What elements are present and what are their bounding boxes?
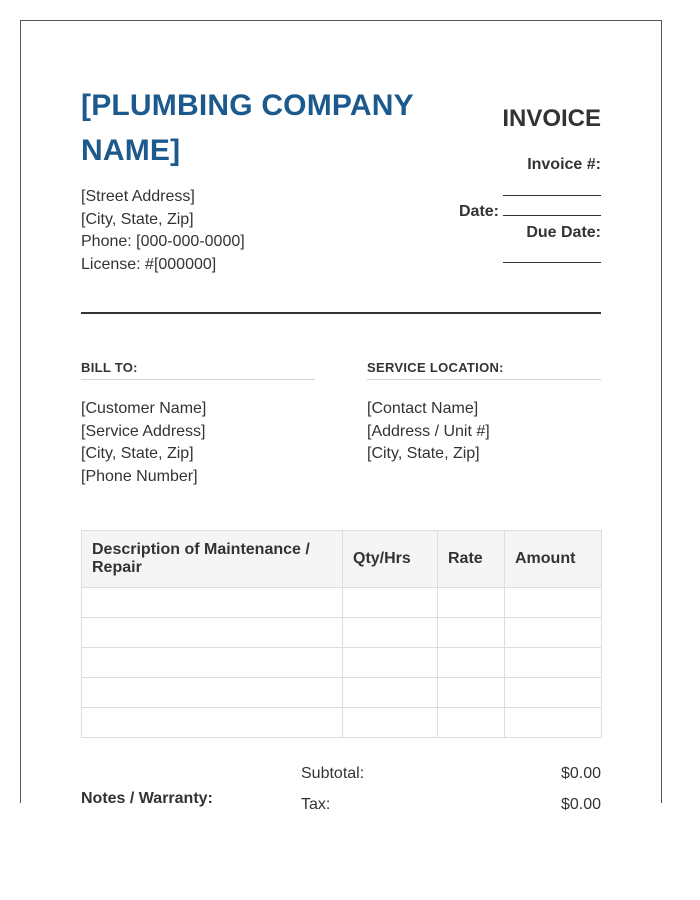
location-city-state-zip: [City, State, Zip] bbox=[367, 445, 480, 462]
amount-cell[interactable] bbox=[505, 618, 602, 648]
table-row bbox=[82, 588, 602, 618]
company-phone: Phone: [000-000-0000] bbox=[81, 233, 245, 250]
amount-cell[interactable] bbox=[505, 588, 602, 618]
header-qty-hrs: Qty/Hrs bbox=[343, 531, 438, 588]
subtotal-label: Subtotal: bbox=[301, 765, 365, 782]
bill-to-section bbox=[81, 360, 315, 488]
amount-cell[interactable] bbox=[505, 648, 602, 678]
date-row bbox=[459, 201, 601, 221]
tax-label: Tax: bbox=[301, 796, 331, 813]
contact-name: [Contact Name] bbox=[367, 400, 479, 417]
company-license: License: #[000000] bbox=[81, 255, 217, 273]
company-name: [PLUMBING COMPANY NAME] bbox=[81, 89, 414, 167]
table-row bbox=[82, 708, 602, 738]
rate-cell[interactable] bbox=[438, 708, 505, 738]
amount-cell[interactable] bbox=[505, 678, 602, 708]
header-amount: Amount bbox=[505, 531, 602, 588]
description-cell[interactable] bbox=[82, 678, 343, 708]
table-row bbox=[82, 648, 602, 678]
table-header-row bbox=[82, 531, 602, 588]
description-cell[interactable] bbox=[82, 708, 343, 738]
invoice-title: INVOICE bbox=[502, 105, 601, 132]
service-location-label: SERVICE LOCATION: bbox=[367, 360, 601, 380]
description-cell[interactable] bbox=[82, 618, 343, 648]
bill-to-label: BILL TO: bbox=[81, 360, 315, 380]
street-address: [Street Address] bbox=[81, 188, 195, 205]
due-date-label: Due Date: bbox=[526, 224, 601, 241]
date-label: Date: bbox=[458, 203, 499, 220]
qty-cell[interactable] bbox=[343, 648, 438, 678]
rate-cell[interactable] bbox=[438, 618, 505, 648]
table-row bbox=[82, 678, 602, 708]
qty-cell[interactable] bbox=[343, 678, 438, 708]
location-address: [Address / Unit #] bbox=[367, 422, 490, 440]
customer-service-address: [Service Address] bbox=[81, 422, 206, 440]
due-date-field[interactable] bbox=[503, 262, 601, 263]
header-rate: Rate bbox=[438, 531, 505, 588]
company-address bbox=[81, 186, 245, 276]
header-description: Description of Maintenance / Repair bbox=[82, 531, 343, 588]
invoice-number-field[interactable] bbox=[503, 195, 601, 196]
qty-cell[interactable] bbox=[343, 588, 438, 618]
subtotal-value: $0.00 bbox=[560, 765, 601, 782]
rate-cell[interactable] bbox=[438, 648, 505, 678]
header-divider bbox=[81, 312, 601, 314]
customer-city-state-zip: [City, State, Zip] bbox=[81, 445, 194, 462]
date-field[interactable] bbox=[503, 201, 601, 216]
description-cell[interactable] bbox=[82, 648, 343, 678]
description-cell[interactable] bbox=[82, 588, 343, 618]
city-state-zip: [City, State, Zip] bbox=[81, 210, 194, 228]
invoice-number-label: Invoice #: bbox=[527, 156, 601, 173]
rate-cell[interactable] bbox=[438, 678, 505, 708]
rate-cell[interactable] bbox=[438, 588, 505, 618]
customer-phone: [Phone Number] bbox=[81, 467, 198, 485]
notes-warranty-label: Notes / Warranty: bbox=[81, 790, 213, 807]
line-items-table bbox=[81, 530, 602, 738]
service-location-section bbox=[367, 360, 601, 466]
tax-value: $0.00 bbox=[560, 796, 601, 813]
amount-cell[interactable] bbox=[505, 708, 602, 738]
qty-cell[interactable] bbox=[343, 618, 438, 648]
qty-cell[interactable] bbox=[343, 708, 438, 738]
customer-name: [Customer Name] bbox=[81, 400, 207, 417]
table-row bbox=[82, 618, 602, 648]
invoice-page bbox=[20, 20, 662, 813]
